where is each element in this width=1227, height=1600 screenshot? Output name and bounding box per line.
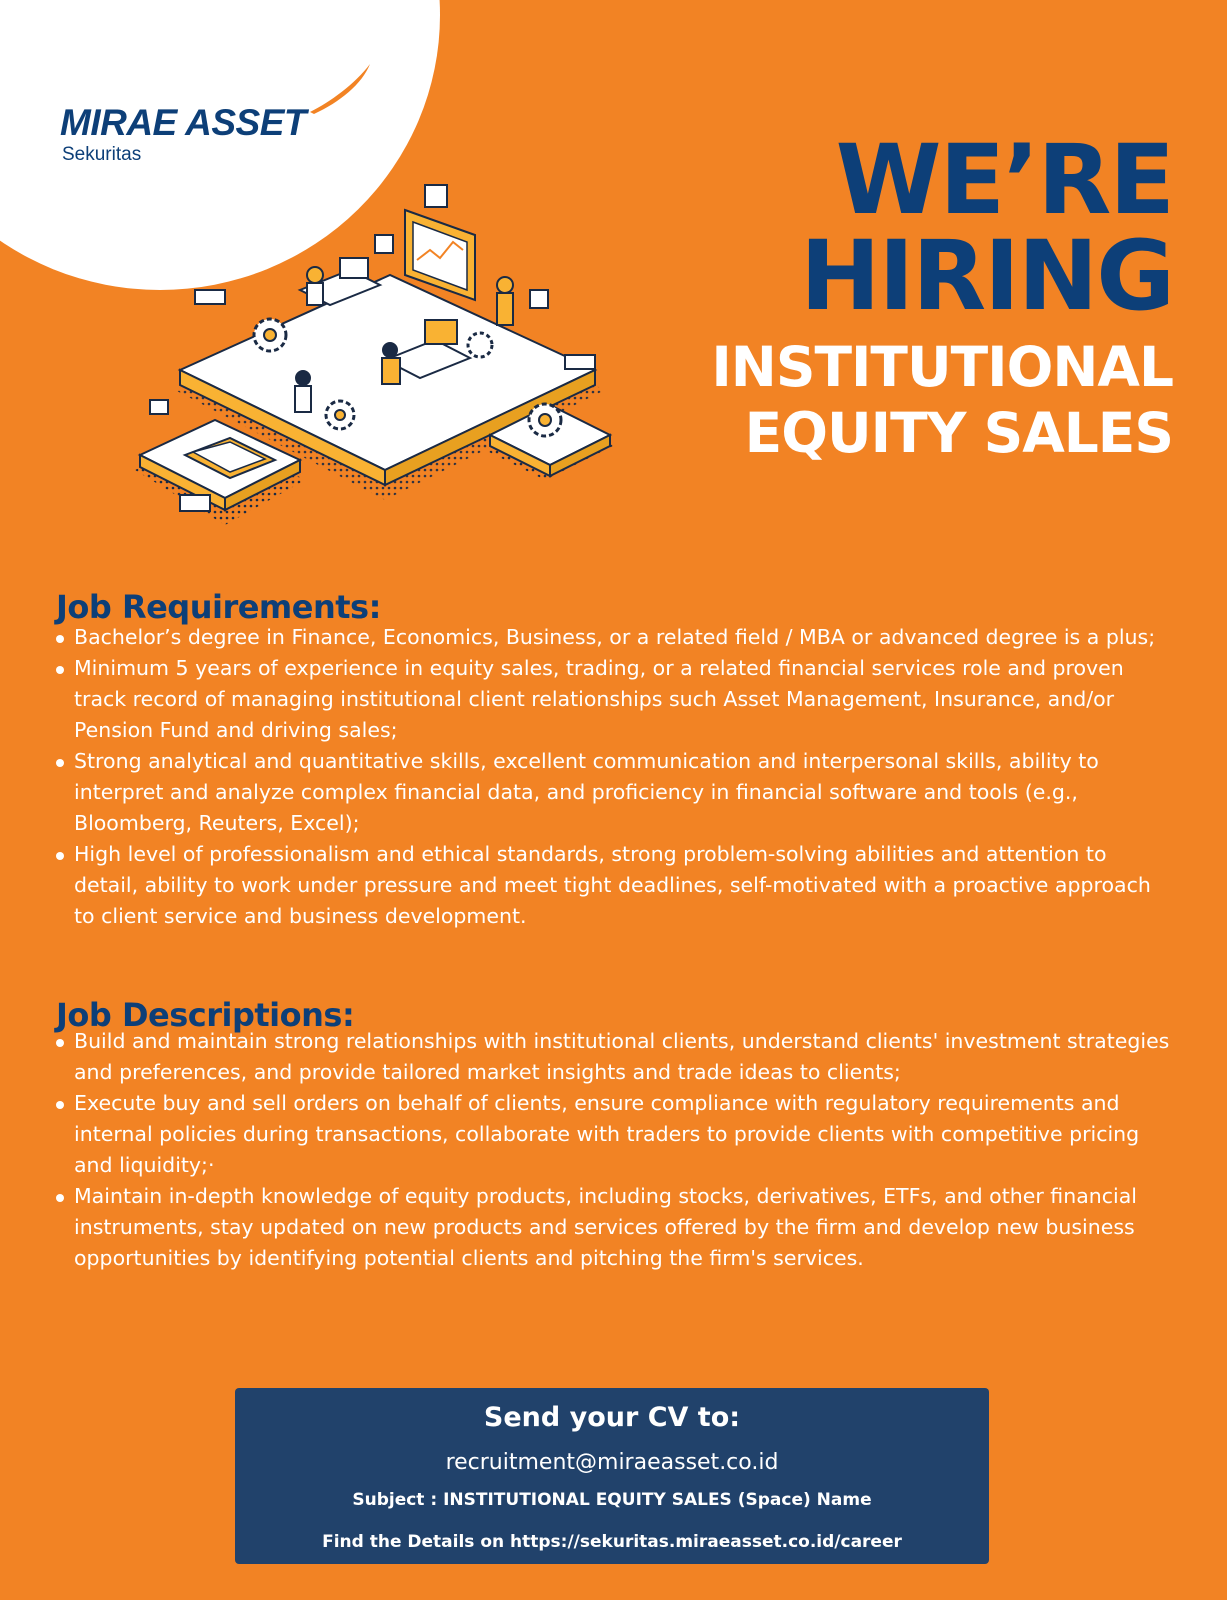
send-cv-box <box>235 1388 989 1564</box>
requirement-item: Strong analytical and quantitative skills, excellent communication and interpersonal skills, ability to interpret and analyze complex financial data, and proficiency in financial software and tools (e.g., Bloomberg, Reuters, Excel); <box>56 746 1176 839</box>
cv-title: Send your CV to: <box>483 1402 741 1433</box>
role-title-line-1: INSTITUTIONAL <box>711 335 1173 399</box>
headline-line-1: WE’RE <box>835 124 1173 236</box>
requirement-item: High level of professionalism and ethical standards, strong problem-solving abilities and attention to detail, ability to work under pressure and meet tight deadlines, self-motivated with a proactive approach to client service and business development. <box>56 839 1176 932</box>
description-item: Maintain in-depth knowledge of equity products, including stocks, derivatives, ETFs, and other financial instruments, stay updated on new products and services offered by the firm and develop new business opportunities by identifying potential clients and pitching the firm's services. <box>56 1181 1176 1274</box>
descriptions-list <box>56 1026 1176 1274</box>
descriptions-title: Job Descriptions: <box>56 996 355 1034</box>
requirement-item: Bachelor’s degree in Finance, Economics, Business, or a related field / MBA or advanced degree is a plus; <box>56 622 1176 653</box>
email-subject-instruction: Subject : INSTITUTIONAL EQUITY SALES (Space) Name <box>352 1490 872 1510</box>
headline-line-2: HIRING <box>800 220 1173 332</box>
role-title-line-2: EQUITY SALES <box>744 401 1173 465</box>
logo-sub-text: Sekuritas <box>62 144 142 165</box>
logo-brand-text: MIRAE ASSET <box>60 102 306 143</box>
requirements-list <box>56 622 1176 932</box>
company-logo <box>60 62 380 172</box>
requirement-item: Minimum 5 years of experience in equity sales, trading, or a related financial services role and proven track record of managing institutional client relationships such Asset Management, Insurance, and/or Pension Fund and driving sales; <box>56 653 1176 746</box>
recruitment-email-link[interactable]: recruitment@miraeasset.co.id <box>445 1450 779 1475</box>
career-details-link[interactable]: Find the Details on https://sekuritas.miraeasset.co.id/career <box>322 1532 902 1552</box>
description-item: Execute buy and sell orders on behalf of clients, ensure compliance with regulatory requirements and internal policies during transactions, collaborate with traders to provide clients with competitive pricing and liquidity;· <box>56 1088 1176 1181</box>
hiring-headline <box>711 124 1173 466</box>
description-item: Build and maintain strong relationships with institutional clients, understand clients' investment strategies and preferences, and provide tailored market insights and trade ideas to clients; <box>56 1026 1176 1088</box>
requirements-title: Job Requirements: <box>56 588 381 626</box>
swoosh-icon <box>300 62 380 122</box>
isometric-office-illustration <box>135 180 625 550</box>
